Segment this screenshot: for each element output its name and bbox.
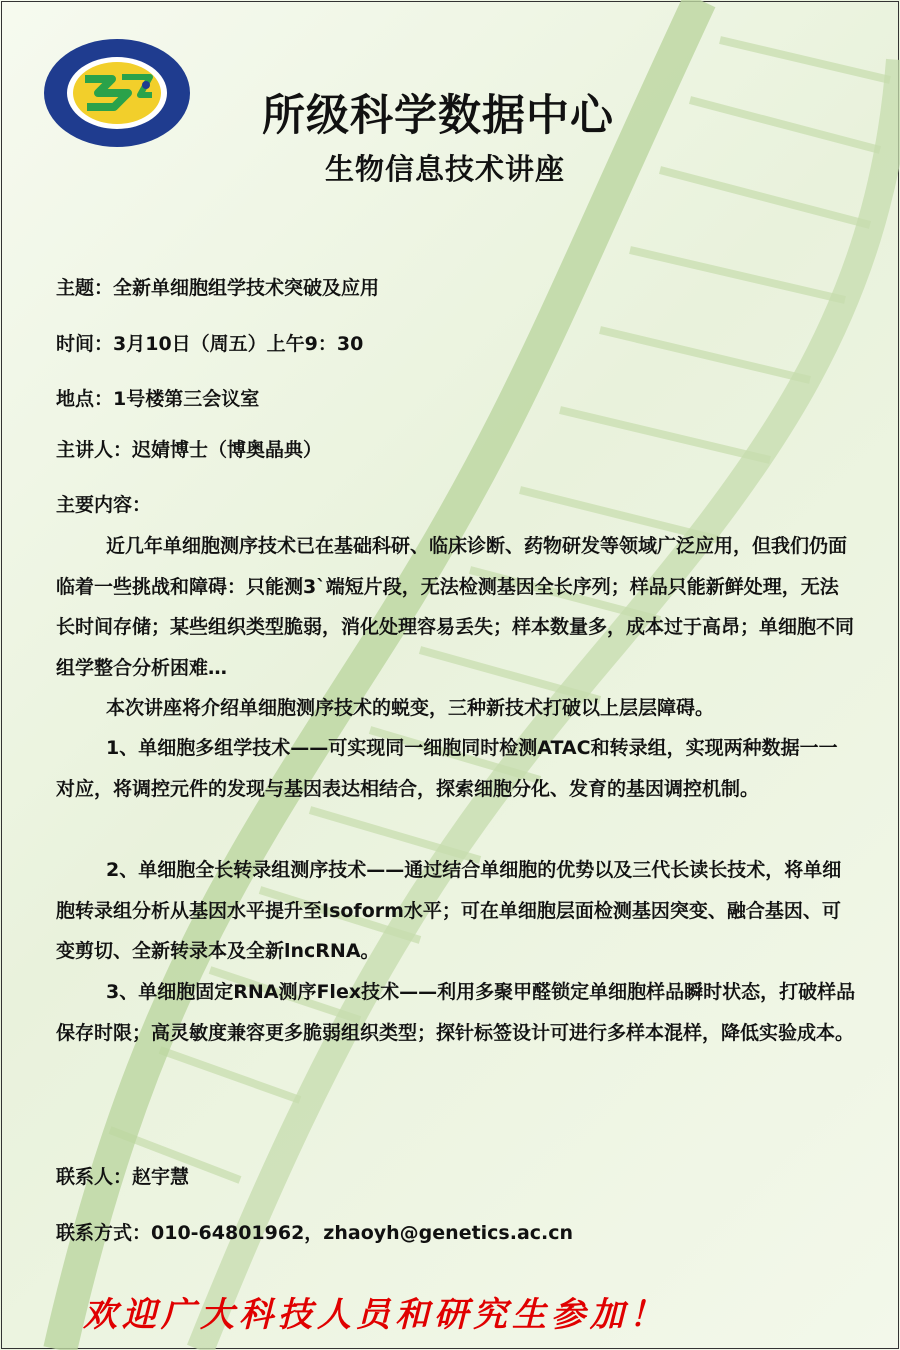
body-paragraph-item-2: 2、单细胞全长转录组测序技术——通过结合单细胞的优势以及三代长读长技术，将单细胞转录组分析从基因水平提升至Isoform水平；可在单细胞层面检测基因突变、融合基因、可变剪切、全新转录本及全新lncRNA。 xyxy=(56,859,842,962)
time-line: 时间：3月10日（周五）上午9：30 xyxy=(56,333,364,355)
page-title: 所级科学数据中心 xyxy=(262,91,614,141)
speaker-line: 主讲人：迟婧博士（博奥晶典） xyxy=(56,439,323,461)
topic-line: 主题：全新单细胞组学技术突破及应用 xyxy=(56,277,380,299)
contact-person: 联系人：赵宇慧 xyxy=(56,1166,190,1188)
body-paragraph-item-1: 1、单细胞多组学技术——可实现同一细胞同时检测ATAC和转录组，实现两种数据一一对应，将调控元件的发现与基因表达相结合，探索细胞分化、发育的基因调控机制。 xyxy=(56,737,838,800)
body-paragraph-intro: 近几年单细胞测序技术已在基础科研、临床诊断、药物研发等领域广泛应用，但我们仍面临着一些挑战和障碍：只能测3`端短片段，无法检测基因全长序列；样品只能新鲜处理，无法长时间存储；某些组织类型脆弱，消化处理容易丢失；样本数量多，成本过于高昂；单细胞不同组学整合分析困难… xyxy=(56,535,855,679)
institute-logo xyxy=(42,37,192,149)
page-subtitle: 生物信息技术讲座 xyxy=(325,152,566,186)
content-label: 主要内容： xyxy=(56,494,152,516)
body-paragraph-item-3: 3、单细胞固定RNA测序Flex技术——利用多聚甲醛锁定单细胞样品瞬时状态，打破样品保存时限；高灵敏度兼容更多脆弱组织类型；探针标签设计可进行多样本混样，降低实验成本。 xyxy=(56,981,856,1044)
body-paragraph-summary: 本次讲座将介绍单细胞测序技术的蜕变，三种新技术打破以上层层障碍。 xyxy=(106,697,715,719)
place-line: 地点：1号楼第三会议室 xyxy=(56,388,260,410)
contact-method: 联系方式：010-64801962，zhaoyh@genetics.ac.cn xyxy=(56,1222,574,1244)
welcome-slogan: 欢迎广大科技人员和研究生参加！ xyxy=(83,1295,668,1335)
